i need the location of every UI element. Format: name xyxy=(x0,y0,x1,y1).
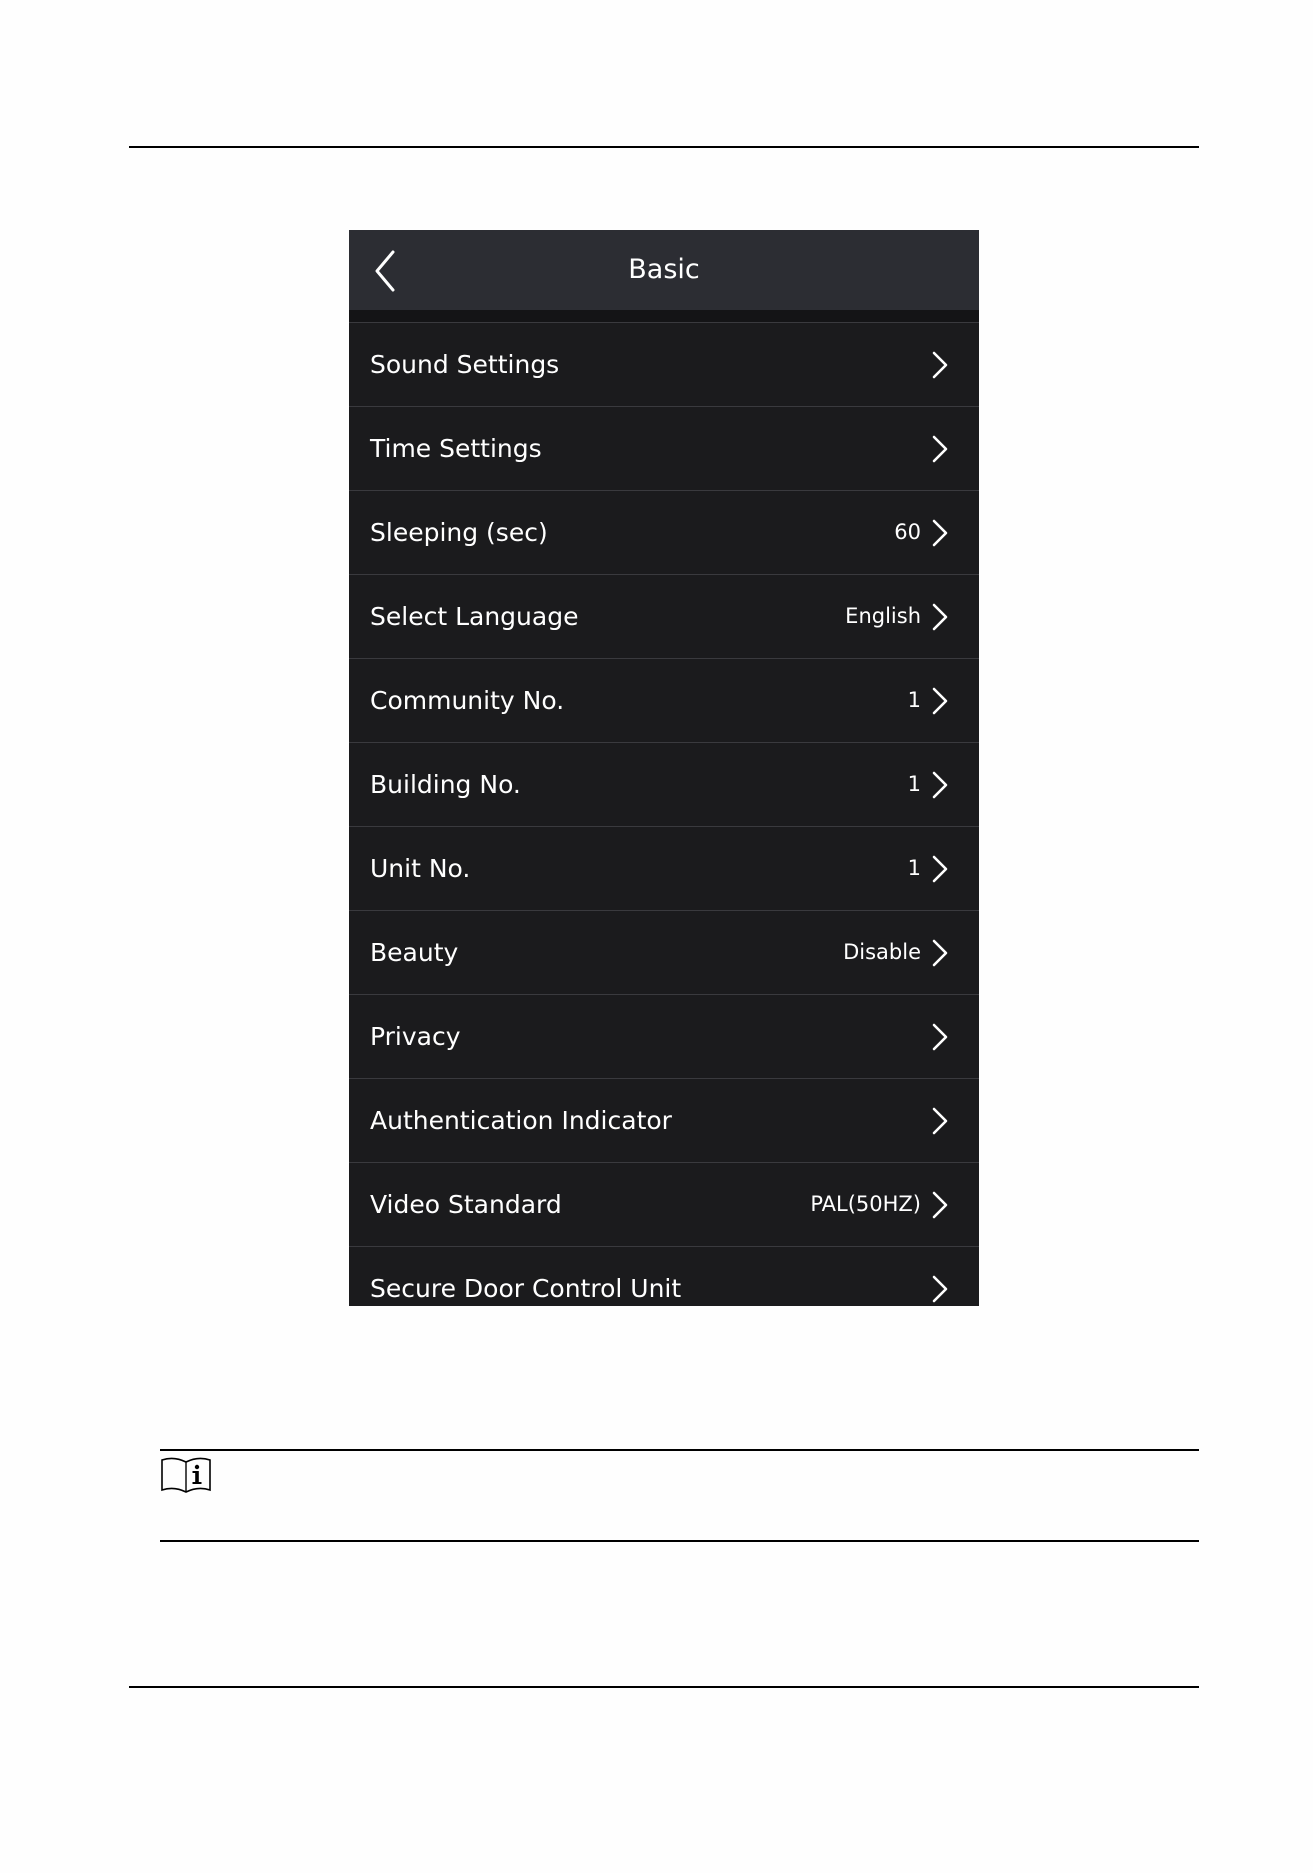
chevron-right-icon xyxy=(931,854,949,884)
settings-row-community-no[interactable] xyxy=(349,659,979,743)
settings-row-label: Authentication Indicator xyxy=(370,1106,672,1135)
settings-row-secure-door-control-unit[interactable] xyxy=(349,1247,979,1306)
chevron-right-icon xyxy=(931,602,949,632)
settings-row-value: Disable xyxy=(843,940,921,964)
chevron-right-icon xyxy=(931,1274,949,1304)
header-rule xyxy=(129,146,1199,148)
settings-row-select-language[interactable] xyxy=(349,575,979,659)
note-bottom-rule xyxy=(160,1540,1199,1542)
settings-row-label: Secure Door Control Unit xyxy=(370,1274,682,1303)
settings-row-privacy[interactable] xyxy=(349,995,979,1079)
footer-rule xyxy=(129,1686,1199,1688)
settings-row-building-no[interactable] xyxy=(349,743,979,827)
settings-row-unit-no[interactable] xyxy=(349,827,979,911)
settings-list xyxy=(349,323,979,1306)
settings-row-label: Community No. xyxy=(370,686,565,715)
settings-row-label: Building No. xyxy=(370,770,521,799)
chevron-right-icon xyxy=(931,350,949,380)
chevron-right-icon xyxy=(931,686,949,716)
chevron-right-icon xyxy=(931,518,949,548)
settings-row-label: Sound Settings xyxy=(370,350,560,379)
settings-row-label: Time Settings xyxy=(370,434,542,463)
title-bar-divider xyxy=(349,310,979,323)
settings-row-authentication-indicator[interactable] xyxy=(349,1079,979,1163)
settings-row-value: 60 xyxy=(894,520,921,544)
note-top-rule xyxy=(160,1449,1199,1451)
settings-row-value: English xyxy=(845,604,921,628)
page-title: Basic xyxy=(628,254,700,285)
settings-row-sleeping-sec[interactable] xyxy=(349,491,979,575)
settings-row-video-standard[interactable] xyxy=(349,1163,979,1247)
device-screenshot xyxy=(349,230,979,1306)
note-book-info-icon xyxy=(160,1457,212,1493)
settings-row-label: Privacy xyxy=(370,1022,461,1051)
settings-row-value: 1 xyxy=(907,856,921,880)
settings-row-value: 1 xyxy=(907,772,921,796)
chevron-right-icon xyxy=(931,1190,949,1220)
chevron-right-icon xyxy=(931,938,949,968)
settings-row-beauty[interactable] xyxy=(349,911,979,995)
settings-row-time-settings[interactable] xyxy=(349,407,979,491)
settings-row-sound-settings[interactable] xyxy=(349,323,979,407)
settings-row-label: Video Standard xyxy=(370,1190,562,1219)
chevron-right-icon xyxy=(931,1106,949,1136)
chevron-right-icon xyxy=(931,770,949,800)
settings-row-label: Select Language xyxy=(370,602,579,631)
settings-row-value: PAL(50HZ) xyxy=(810,1192,921,1216)
settings-row-label: Unit No. xyxy=(370,854,471,883)
chevron-right-icon xyxy=(931,434,949,464)
title-bar xyxy=(349,230,979,310)
chevron-right-icon xyxy=(931,1022,949,1052)
settings-row-label: Beauty xyxy=(370,938,459,967)
settings-row-label: Sleeping (sec) xyxy=(370,518,548,547)
settings-row-value: 1 xyxy=(907,688,921,712)
